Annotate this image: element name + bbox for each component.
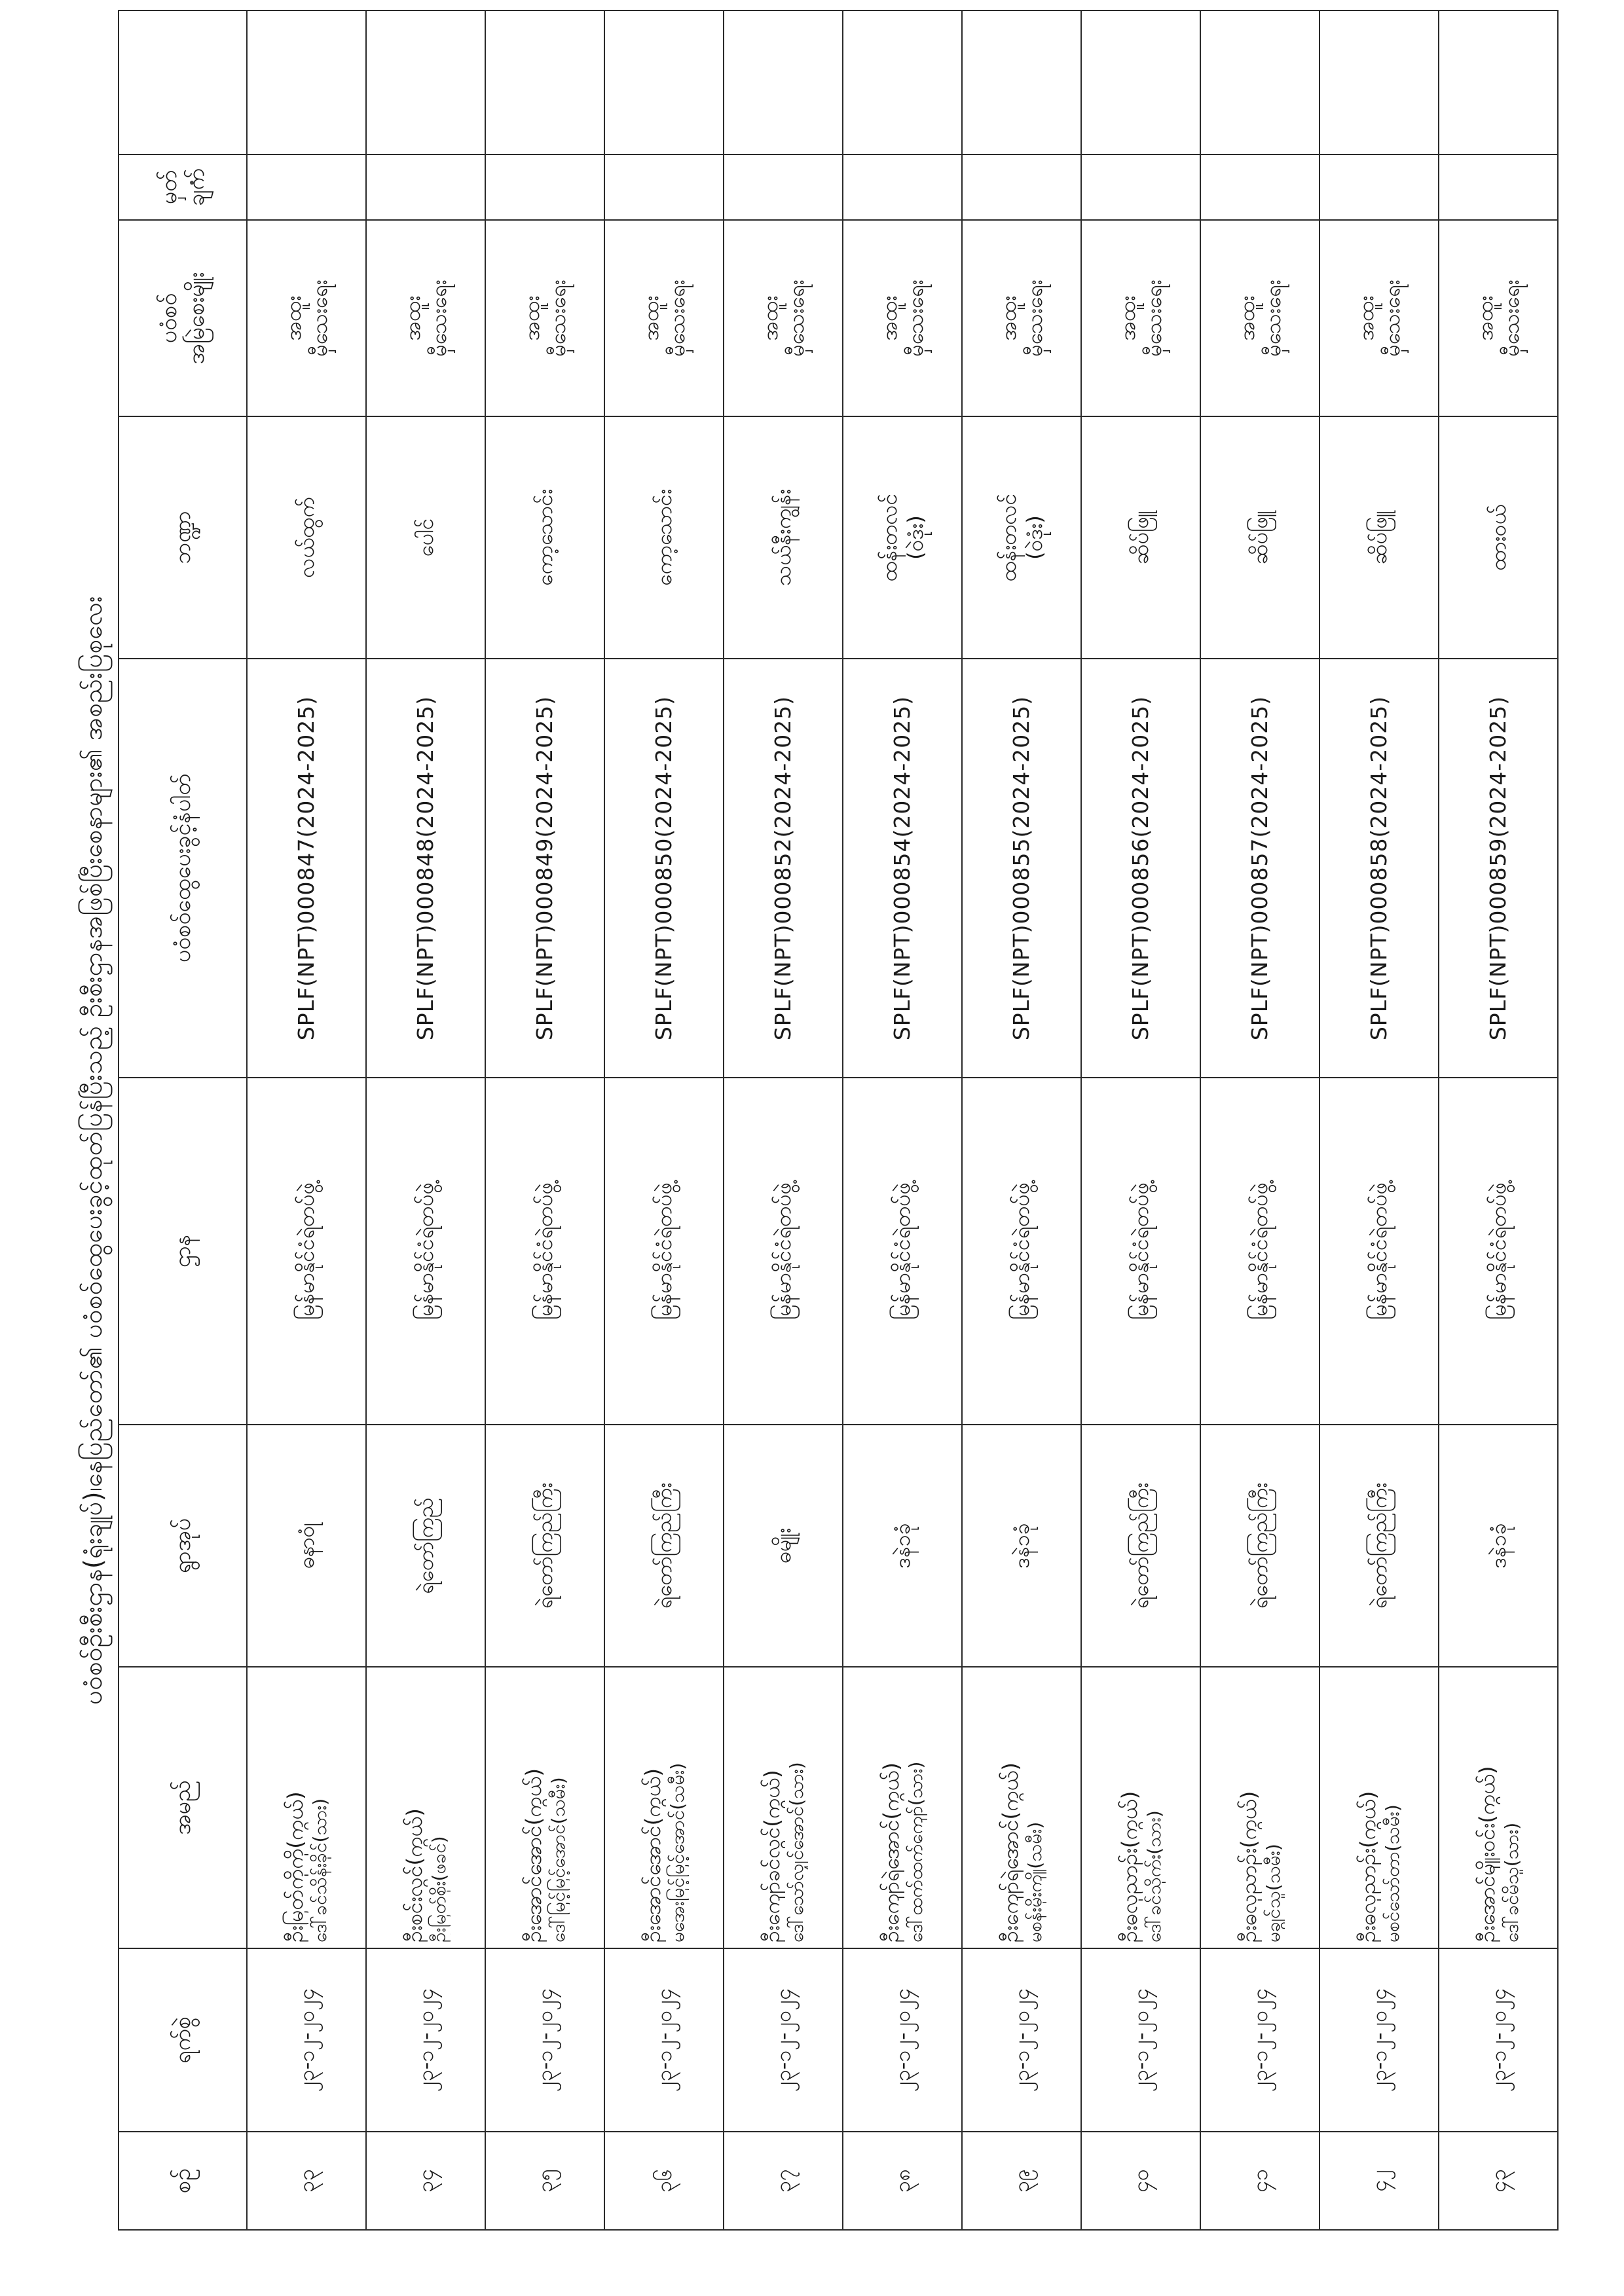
row-status-line1: အထူး (400, 295, 425, 341)
row-status-line1: အထူး (996, 295, 1021, 341)
row-remark (1081, 155, 1200, 220)
row-status-line1: အထူး (1115, 295, 1140, 341)
row-township: မြန်မာနိုင်ငံရဲတပ်ဖွဲ့ (1081, 1078, 1200, 1425)
row-township: မြန်မာနိုင်ငံရဲတပ်ဖွဲ့ (1320, 1078, 1439, 1425)
table-row (1439, 10, 1558, 2230)
row-license-no: SPLF(NPT)000854(2024-2025) (843, 659, 962, 1078)
row-township: မြန်မာနိုင်ငံရဲတပ်ဖွဲ့ (1439, 1078, 1558, 1425)
row-village: ဒနဲ၁ခုံ (1439, 1425, 1558, 1667)
table-row (1320, 10, 1439, 2230)
row-name-line2: ဒေါ်မြင့်မြင့်အောင်(သမီး) (547, 1777, 569, 1942)
header-blank (119, 10, 247, 155)
row-date: ၂၃-၁၂-၂၀၂၄ (962, 1948, 1081, 2132)
row-license-no: SPLF(NPT)000852(2024-2025) (724, 659, 843, 1078)
row-village: ရဲတော်ကြည်ကြီး (485, 1425, 604, 1667)
row-remark (962, 155, 1081, 220)
row-name-line1: ဦးစင်းလွင်(ကွယ်) (401, 1808, 427, 1942)
row-blank (247, 10, 366, 155)
row-blank (1081, 10, 1200, 155)
document-title: ပဝံစဝ်ဦးစီးဌာန(ရုံးချုပ်)၊နေပြည်တော်၏ ပဝံစဝ်ထွေပေးခွင့်ထုတ်ပြန်ပြီးသည့် ဦးစီးဌာနအဖြစ်ပြီးစေနာများ၏ အစည်းပြစုလေး (79, 596, 107, 1705)
row-no: ၃၇ (724, 2132, 843, 2230)
row-name-line2: မအေးမြင့်မြင့်အောင်(သမီး) (666, 1762, 688, 1942)
row-status-line2: မှီသေးရေး (1022, 280, 1047, 357)
row-name-line1: ဦးအောင်အောင်(ကွယ်) (640, 1768, 665, 1942)
row-date: ၂၃-၁၂-၂၀၂၄ (485, 1948, 604, 2132)
row-status-line2: မှီသေးရေး (665, 280, 690, 357)
row-blank (1320, 10, 1439, 155)
row-item: ဆိပ်ဖြူ (1200, 416, 1320, 659)
row-date: ၂၃-၁၂-၂၀၂၄ (1200, 1948, 1320, 2132)
row-date: ၂၃-၁၂-၂၀၂၄ (1081, 1948, 1200, 2132)
header-status-line1: ပဝံစဝ် (155, 293, 182, 344)
row-no: ၄၃ (1439, 2132, 1558, 2230)
row-name (1439, 1667, 1558, 1948)
row-status-line1: အထူး (638, 295, 663, 341)
row-name-line1: ဦးကျော်ရဲအောင်(ကွယ်) (997, 1762, 1023, 1942)
row-item-line2: (၀ဲဒုံး) (1022, 515, 1047, 560)
row-name (724, 1667, 843, 1948)
row-name-line2: ဒေါ်ခင်သိန်းခိုင်(သား) (308, 1798, 331, 1942)
row-item: လယ်ထွက် (247, 416, 366, 659)
row-remark (366, 155, 485, 220)
row-village: ရဲတော်ကြည် (366, 1425, 485, 1667)
table-row (247, 10, 366, 2230)
table-row (724, 10, 843, 2230)
table-row (962, 10, 1081, 2230)
header-row (119, 10, 247, 2230)
row-status (247, 220, 366, 416)
row-township: မြန်မာနိုင်ငံရဲတပ်ဖွဲ့ (604, 1078, 724, 1425)
row-license-no: SPLF(NPT)000849(2024-2025) (485, 659, 604, 1078)
row-remark (604, 155, 724, 220)
row-name-line1: ဦးကျော်ရဲအောင်(ကွယ်) (878, 1762, 904, 1942)
row-item: ဆိပ်ဖြူ (1320, 416, 1439, 659)
row-blank (962, 10, 1081, 155)
row-township: မြန်မာနိုင်ငံရဲတပ်ဖွဲ့ (843, 1078, 962, 1425)
header-name: အမည် (119, 1667, 247, 1948)
row-license-no: SPLF(NPT)000856(2024-2025) (1081, 659, 1200, 1078)
row-status (1439, 220, 1558, 416)
row-status (1320, 220, 1439, 416)
row-status (604, 220, 724, 416)
row-item: ကော့သောင်း (485, 416, 604, 659)
header-status-line2: အမြဲစေးမျိုး (183, 272, 210, 365)
row-blank (843, 10, 962, 155)
row-date: ၂၃-၁၂-၂၀၂၄ (1439, 1948, 1558, 2132)
row-name (843, 1667, 962, 1948)
row-date: ၂၃-၁၂-၂၀၂၄ (1320, 1948, 1439, 2132)
row-name (604, 1667, 724, 1948)
row-status-line1: အထူး (519, 295, 544, 341)
row-date: ၂၃-၁၂-၂၀၂၄ (843, 1948, 962, 2132)
row-date: ၂၃-၁၂-၂၀၂၄ (724, 1948, 843, 2132)
row-name-line2: ဒေါ်ခင်သိုက်း(သား) (1143, 1810, 1165, 1942)
row-name (1200, 1667, 1320, 1948)
row-status (485, 220, 604, 416)
header-township: ဌာန (119, 1078, 247, 1425)
row-village: ဓနာ၀ုံ (247, 1425, 366, 1667)
row-no: ၄၀ (1081, 2132, 1200, 2230)
row-township: မြန်မာနိုင်ငံရဲတပ်ဖွဲ့ (247, 1078, 366, 1425)
row-license-no: SPLF(NPT)000847(2024-2025) (247, 659, 366, 1078)
row-status-line1: အထူး (877, 295, 902, 341)
row-status-line2: မှီသေးရေး (1141, 280, 1166, 357)
row-item: ဆိပ်ဖြူ (1081, 416, 1200, 659)
row-name-line1: ဦးကျော်ခင်လွင်(ကွယ်) (759, 1770, 784, 1942)
row-village: ရဲတော်ကြည်ကြီး (1081, 1425, 1200, 1667)
row-status-line1: အထူး (1473, 295, 1498, 341)
row-name-line2: မစန်းမိုးကျို(သမီး) (1024, 1821, 1046, 1942)
table-body (247, 10, 1558, 2230)
table-row (843, 10, 962, 2230)
row-name-line1: ဦးဓလှညာဉ်း(ကွယ်) (1116, 1791, 1142, 1942)
row-name (1320, 1667, 1439, 1948)
table-row (485, 10, 604, 2230)
row-no: ၃၃ (247, 2132, 366, 2230)
row-name (485, 1667, 604, 1948)
row-item-line1: ထန်းတလင် (877, 493, 902, 582)
row-date: ၂၃-၁၂-၂၀၂၄ (604, 1948, 724, 2132)
row-status-line2: မှီသေးရေး (1380, 280, 1405, 357)
row-item (962, 416, 1081, 659)
row-blank (485, 10, 604, 155)
row-township: မြန်မာနိုင်ငံရဲတပ်ဖွဲ့ (1200, 1078, 1320, 1425)
table-row (1081, 10, 1200, 2230)
header-license-no: ပဝံစဝ်ထွေပေးခွင့်နံပါတ် (119, 659, 247, 1078)
row-name-line2: ဒေါ်ခင်မိသူ(သား) (1500, 1822, 1522, 1942)
row-remark (1200, 155, 1320, 220)
row-township: မြန်မာနိုင်ငံရဲတပ်ဖွဲ့ (366, 1078, 485, 1425)
row-blank (724, 10, 843, 155)
row-name (1081, 1667, 1200, 1948)
row-village: ရဲတော်ကြည်ကြီး (1320, 1425, 1439, 1667)
row-status-line2: မှီသေးရေး (545, 280, 570, 357)
header-remark-line2: ချက် (183, 168, 210, 206)
row-name (366, 1667, 485, 1948)
row-no: ၄၁ (1200, 2132, 1320, 2230)
row-name (962, 1667, 1081, 1948)
row-village: ဒနဲ၁ခုံ (843, 1425, 962, 1667)
row-no: ၃၅ (485, 2132, 604, 2230)
row-no: ၃၉ (962, 2132, 1081, 2230)
row-remark (1439, 155, 1558, 220)
row-name-line1: ဦးမြတ်ကိုကို(ကွယ်) (282, 1791, 308, 1942)
row-remark (724, 155, 843, 220)
header-item: ဘဏ္ဍာ (119, 416, 247, 659)
row-status-line1: အထူး (281, 295, 306, 341)
row-license-no: SPLF(NPT)000857(2024-2025) (1200, 659, 1320, 1078)
row-name-line2: ဒေါ်ထက်ထက်ကျော်(သား) (904, 1761, 927, 1942)
row-license-no: SPLF(NPT)000859(2024-2025) (1439, 659, 1558, 1078)
row-no: ၄၂ (1320, 2132, 1439, 2230)
table-row (366, 10, 485, 2230)
row-status-line2: မှီသေးရေး (903, 280, 928, 357)
row-village: ဒနဲ၁ခုံ (962, 1425, 1081, 1667)
row-item-line1: ထန်းတလင် (996, 493, 1021, 582)
header-status (119, 220, 247, 416)
row-license-no: SPLF(NPT)000858(2024-2025) (1320, 659, 1439, 1078)
row-item: ပေါင် (366, 416, 485, 659)
row-status (1200, 220, 1320, 416)
row-name-line1: ဦးဓလှညာဉ်း(ကွယ်) (1236, 1791, 1261, 1942)
row-date: ၂၃-၁၂-၂၀၂၄ (366, 1948, 485, 2132)
row-village: ဓမျိုး (724, 1425, 843, 1667)
row-remark (247, 155, 366, 220)
header-remark-line1: မှတ် (155, 170, 182, 205)
row-no: ၃၆ (604, 2132, 724, 2230)
table-row (604, 10, 724, 2230)
row-village: ရဲတော်ကြည်ကြီး (604, 1425, 724, 1667)
row-name (247, 1667, 366, 1948)
row-item-line2: (၀ဲဒုံး) (903, 515, 928, 560)
row-status (843, 220, 962, 416)
row-status-line1: အထူး (758, 295, 783, 341)
header-village: ရွာအုပ် (119, 1425, 247, 1667)
row-blank (1200, 10, 1320, 155)
row-remark (843, 155, 962, 220)
row-license-no: SPLF(NPT)000848(2024-2025) (366, 659, 485, 1078)
row-name-line1: ဦးဓလှညာဉ်း(ကွယ်) (1355, 1791, 1380, 1942)
row-status-line2: မှီသေးရေး (426, 280, 451, 357)
row-blank (1439, 10, 1558, 155)
row-item: ထားဝယ် (1439, 416, 1558, 659)
row-status (962, 220, 1081, 416)
row-date: ၂၃-၁၂-၂၀၂၄ (247, 1948, 366, 2132)
row-status (366, 220, 485, 416)
row-township: မြန်မာနိုင်ငံရဲတပ်ဖွဲ့ (962, 1078, 1081, 1425)
row-name-line1: ဦးအောင်အောင်(ကွယ်) (521, 1768, 546, 1942)
row-no: ၃၄ (366, 2132, 485, 2230)
row-remark (485, 155, 604, 220)
row-status-line2: မှီသေးရေး (1261, 280, 1285, 357)
row-township: မြန်မာနိုင်ငံရဲတပ်ဖွဲ့ (485, 1078, 604, 1425)
row-status-line2: မှီသေးရေး (784, 280, 809, 357)
row-status (1081, 220, 1200, 416)
row-name-line2: မချွင်သူ(သမီး) (1262, 1844, 1284, 1942)
row-name-line2: မစင်သော်တာ(သမီး) (1381, 1804, 1403, 1942)
row-status (724, 220, 843, 416)
row-township: မြန်မာနိုင်ငံရဲတပ်ဖွဲ့ (724, 1078, 843, 1425)
header-no: စဉ် (119, 2132, 247, 2230)
row-remark (1320, 155, 1439, 220)
table-row (1200, 10, 1320, 2230)
row-no: ၃၈ (843, 2132, 962, 2230)
license-register-table (118, 10, 1559, 2231)
row-item: သယ်နီးကျွန်း (724, 416, 843, 659)
row-name-line2: ဦးမြတ်စိုး(ဖခင်) (428, 1836, 450, 1942)
header-date: ရက်စွဲ (119, 1948, 247, 2132)
row-name-line1: ဦးအောင်မျိုးဝင်း(ကွယ်) (1474, 1766, 1500, 1942)
row-license-no: SPLF(NPT)000855(2024-2025) (962, 659, 1081, 1078)
row-name-line2: ဒေါ်သော်လျှင်အောင်(သား) (785, 1762, 807, 1942)
row-license-no: SPLF(NPT)000850(2024-2025) (604, 659, 724, 1078)
row-status-line1: အထူး (1354, 295, 1378, 341)
row-village: ရဲတော်ကြည်ကြီး (1200, 1425, 1320, 1667)
row-status-line1: အထူး (1234, 295, 1259, 341)
row-item: ကော့သောင်း (604, 416, 724, 659)
row-item (843, 416, 962, 659)
row-blank (604, 10, 724, 155)
row-blank (366, 10, 485, 155)
row-status-line2: မှီသေးရေး (1499, 280, 1524, 357)
header-remark (119, 155, 247, 220)
row-status-line2: မှီသေးရေး (307, 280, 332, 357)
